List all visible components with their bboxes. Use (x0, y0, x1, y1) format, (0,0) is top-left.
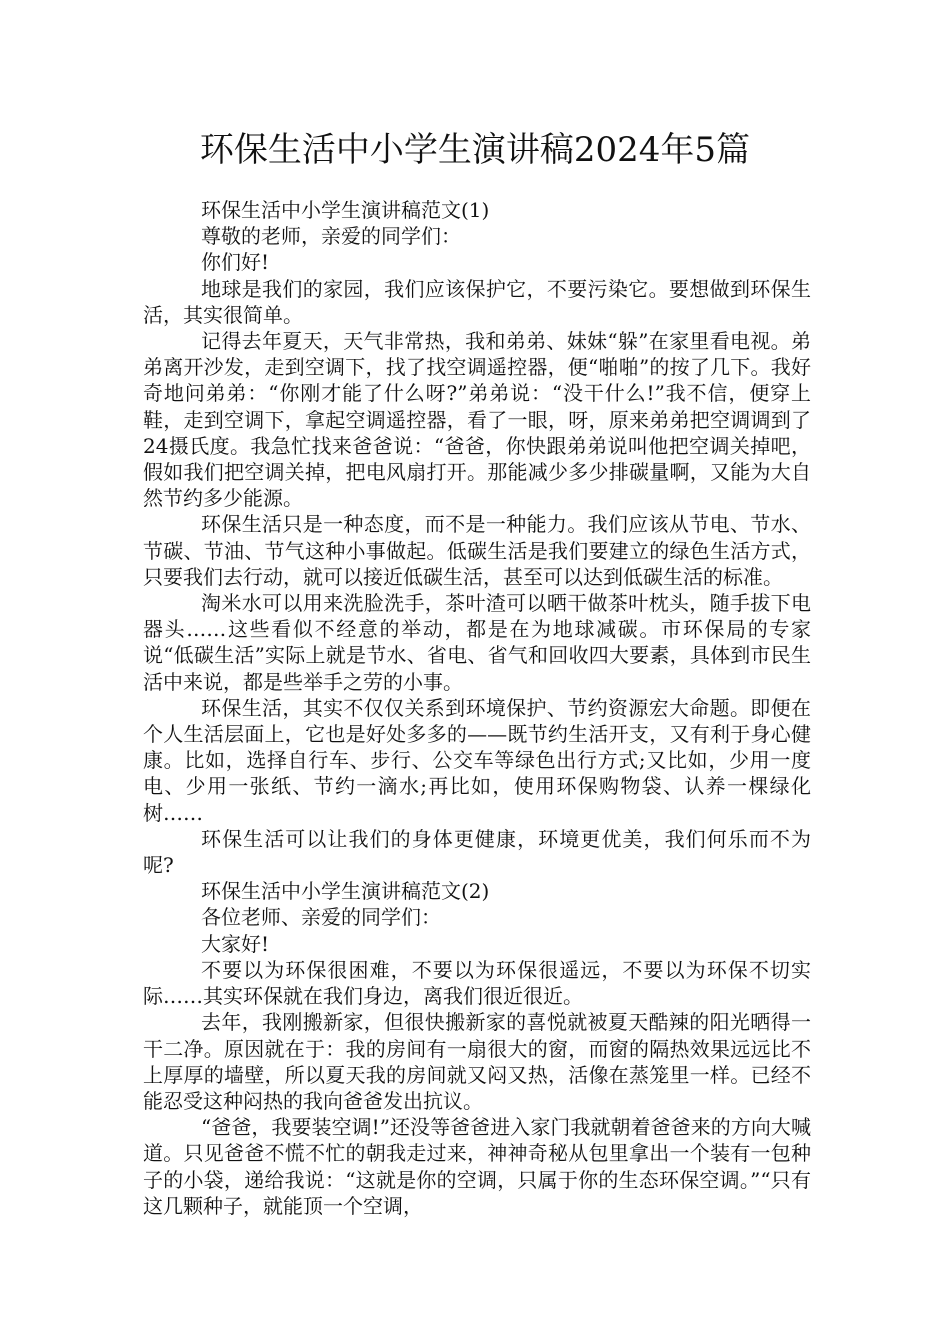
greeting: 大家好! (201, 931, 270, 956)
paragraph: 环保生活，其实不仅仅关系到环境保护、节约资源宏大命题。即便在个人生活层面上，它也是好处多多的——既节约生活开支，又有利于身心健康。比如，选择自行车、步行、公交车等绿色出行方式;又比如，少用一度电、少用一张纸、节约一滴水;再比如，使用环保购物袋、认养一棵绿化树…… (143, 695, 811, 825)
paragraph: 环保生活只是一种态度，而不是一种能力。我们应该从节电、节水、节碳、节油、节气这种小事做起。低碳生活是我们要建立的绿色生活方式，只要我们去行动，就可以接近低碳生活，甚至可以达到低碳生活的标准。 (143, 512, 811, 589)
paragraph: 不要以为环保很困难，不要以为环保很遥远，不要以为环保不切实际……其实环保就在我们身边，离我们很近很近。 (143, 957, 811, 1009)
greeting: 你们好! (201, 250, 270, 275)
section-heading: 环保生活中小学生演讲稿范文(2) (201, 879, 490, 904)
paragraph: 环保生活可以让我们的身体更健康，环境更优美，我们何乐而不为呢? (143, 826, 811, 878)
section-heading: 环保生活中小学生演讲稿范文(1) (201, 198, 490, 222)
document-body (143, 197, 811, 1219)
document-title: 环保生活中小学生演讲稿2024年5篇 (199, 130, 751, 170)
paragraph: 地球是我们的家园，我们应该保护它，不要污染它。要想做到环保生活，其实很简单。 (143, 276, 811, 327)
salutation: 尊敬的老师，亲爱的同学们： (201, 224, 461, 249)
paragraph: “爸爸，我要装空调!”还没等爸爸进入家门我就朝着爸爸来的方向大喊道。只见爸爸不慌不忙的朝我走过来，神神奇秘从包里拿出一个装有一包种子的小袋，递给我说：“这就是你的空调，只属于你的生态环保空调。”“只有这几颗种子，就能顶一个空调， (143, 1115, 811, 1218)
salutation: 各位老师、亲爱的同学们： (201, 905, 441, 930)
paragraph: 去年，我刚搬新家，但很快搬新家的喜悦就被夏天酷辣的阳光晒得一干二净。原因就在于：我的房间有一扇很大的窗，而窗的隔热效果远远比不上厚厚的墙壁，所以夏天我的房间就又闷又热，活像在蒸笼里一样。已经不能忍受这种闷热的我向爸爸发出抗议。 (143, 1010, 811, 1113)
paragraph: 淘米水可以用来洗脸洗手，茶叶渣可以晒干做茶叶枕头，随手拔下电器头……这些看似不经意的举动，都是在为地球减碳。市环保局的专家说“低碳生活”实际上就是节水、省电、省气和回收四大要素，具体到市民生活中来说，都是些举手之劳的小事。 (143, 591, 811, 694)
paragraph: 记得去年夏天，天气非常热，我和弟弟、妹妹“躲”在家里看电视。弟弟离开沙发，走到空调下，找了找空调遥控器，便“啪啪”的按了几下。我好奇地问弟弟：“你刚才能了什么呀?”弟弟说：“没干什么!”我不信，便穿上鞋，走到空调下，拿起空调遥控器，看了一眼，呀，原来弟弟把空调调到了24摄氏度。我急忙找来爸爸说：“爸爸，你快跟弟弟说叫他把空调关掉吧，假如我们把空调关掉，把电风扇打开。那能减少多少排碳量啊，又能为大自然节约多少能源。 (143, 329, 811, 511)
